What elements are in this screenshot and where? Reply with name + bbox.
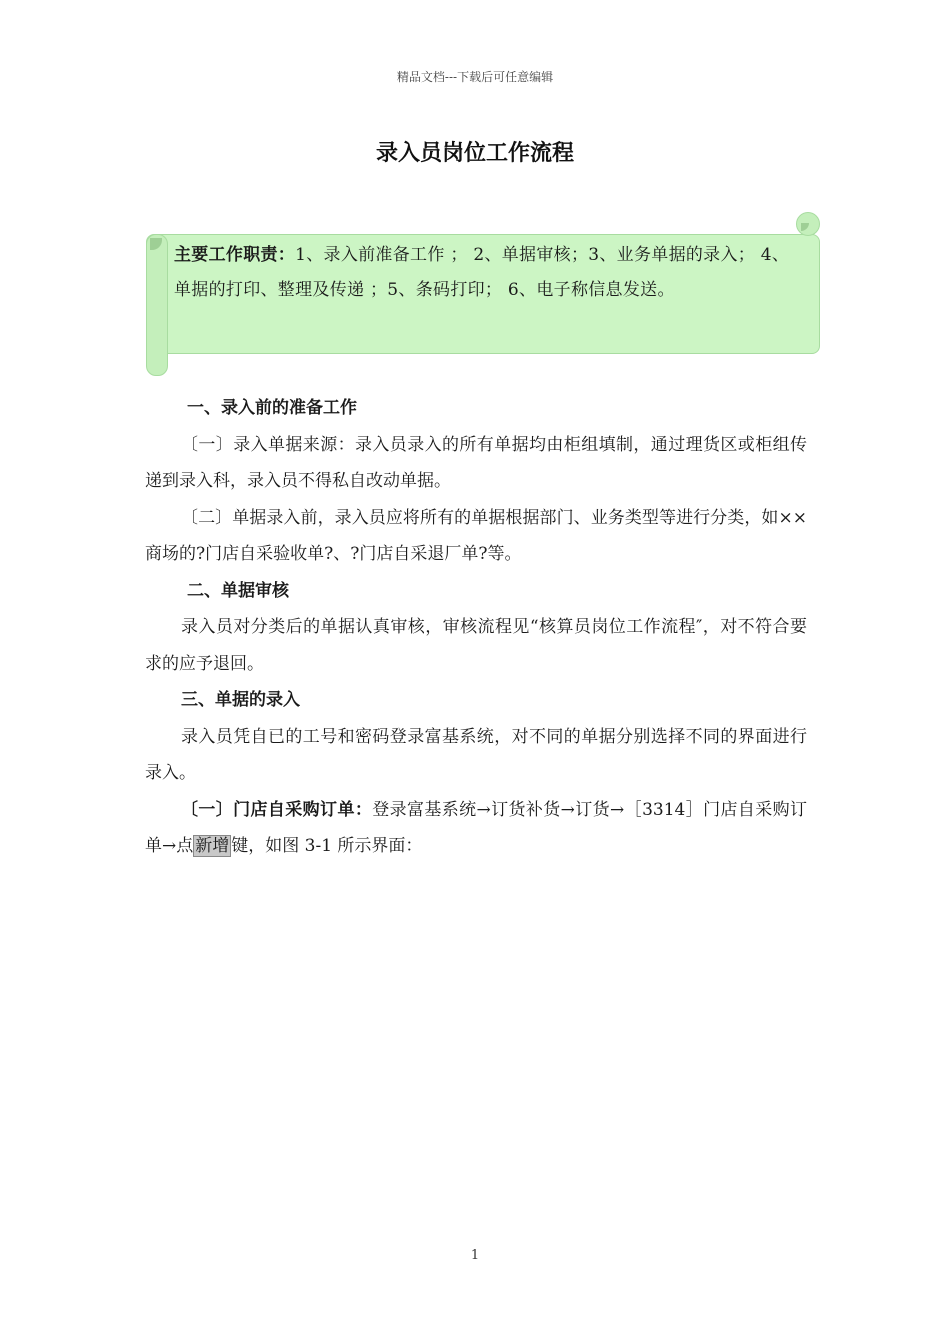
scroll-left-roll [146, 234, 168, 376]
duties-scroll-banner [146, 212, 820, 374]
scroll-curl-icon [796, 212, 820, 236]
document-body [145, 390, 807, 865]
subsection-lead: 〔一〕门店自采购订单： [181, 799, 373, 820]
paragraph: 录入员凭自已的工号和密码登录富基系统，对不同的单据分别选择不同的界面进行录入。 [145, 726, 807, 783]
page-header: 精品文档---下载后可任意编辑 [396, 70, 554, 84]
paragraph-text: 键，如图 3-1 所示界面： [231, 836, 423, 856]
section-heading-3: 三、单据的录入 [181, 690, 300, 710]
paragraph [145, 792, 807, 865]
page-number: 1 [470, 1248, 480, 1263]
paragraph: 〔二〕单据录入前，录入员应将所有的单据根据部门、业务类型等进行分类，如××商场的?门店自采验收单?、?门店自采退厂单?等。 [145, 507, 807, 564]
section-heading-2: 二、单据审核 [187, 580, 289, 601]
highlighted-term: 新增 [195, 836, 230, 856]
paragraph: 〔一〕录入单据来源：录入员录入的所有单据均由柜组填制，通过理货区或柜组传递到录入科，录入员不得私自改动单据。 [145, 434, 807, 491]
paragraph-text: 登录富基系统→订货补货→订货→［3314］门店自采购订单→点 [145, 799, 808, 856]
paragraph: 录入员对分类后的单据认真审核，审核流程见“核算员岗位工作流程″，对不符合要求的应予退回。 [145, 617, 807, 674]
duties-label: 主要工作职责： [174, 245, 296, 265]
duties-list: 1、录入前准备工作 ； 2、单据审核；3、业务单据的录入； 4、单据的打印、整理及传递 ；5、条码打印； 6、电子称信息发送。 [174, 245, 790, 300]
document-title: 录入员岗位工作流程 [375, 141, 574, 166]
section-heading-1: 一、录入前的准备工作 [187, 398, 357, 418]
duties-text [174, 238, 798, 308]
